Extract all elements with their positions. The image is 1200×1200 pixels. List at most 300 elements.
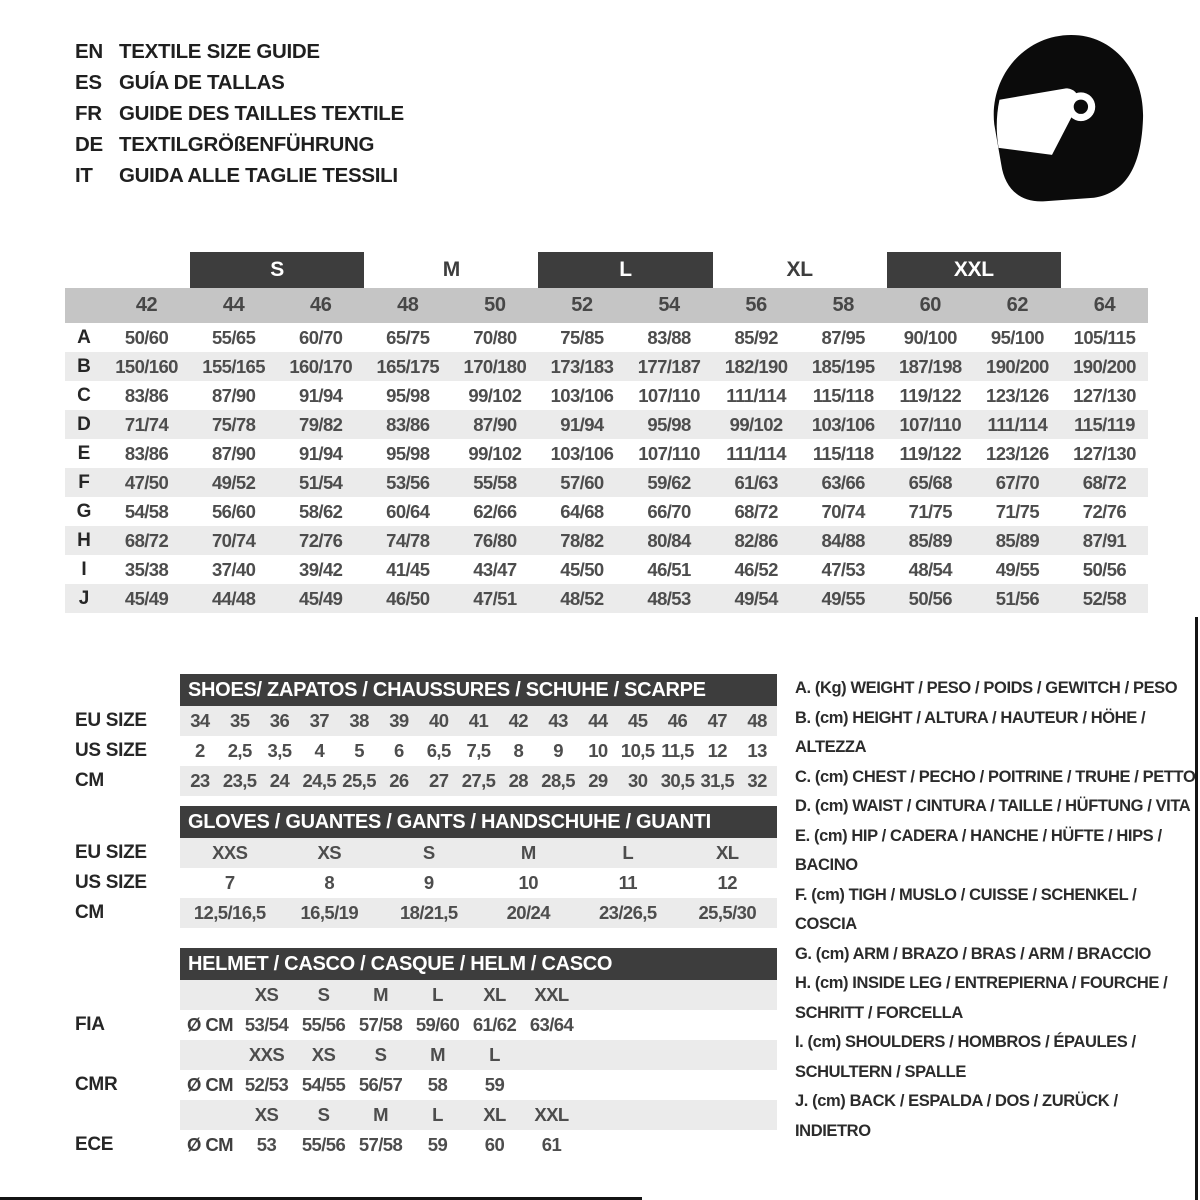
size-value-cell: 64/68 [560,500,604,522]
language-title: GUIDA ALLE TAGLIE TESSILI [119,163,398,187]
helmet-value-cell: 53 [256,1134,277,1155]
size-value-cell: 170/180 [463,355,527,377]
legend-item: G. (cm) ARM / BRAZO / BRAS / ARM / BRACCIO [795,944,1151,963]
measure-row [65,555,1148,584]
helmet-value-cell: 61 [541,1134,562,1155]
standard-label: FIA [75,1014,105,1035]
legend-item: F. (cm) TIGH / MUSLO / CUISSE / SCHENKEL / COSCIA [795,885,1137,933]
helmet-value-row [75,1010,777,1040]
value-cell: 44 [578,706,618,736]
value-cell: 37 [299,706,339,736]
size-value-cell: 48/52 [560,587,604,609]
size-number-cell: 62 [1006,294,1029,316]
row-header-label: EU SIZE [75,842,147,863]
racing-helmet-icon [975,28,1150,203]
helmet-size-cell: M [409,1040,466,1070]
value-cell: 10 [518,872,538,893]
sub-table-row [75,868,777,898]
value-cell: 6,5 [426,740,451,761]
size-value-cell: 87/90 [473,413,517,435]
size-value-cell: 150/160 [115,355,178,377]
size-value-cell: 49/55 [821,587,865,609]
size-value-cell: 87/95 [821,326,865,348]
legend-item: C. (cm) CHEST / PECHO / POITRINE / TRUHE / PETTO [795,767,1196,786]
size-number-cell: 50 [484,294,506,316]
size-value-cell: 165/175 [376,355,440,377]
size-value-cell: 76/80 [473,529,517,551]
row-header-label: CM [75,902,104,923]
standard-label-spacer [75,1100,180,1130]
sub-table-row [75,706,777,736]
size-value-cell: 53/56 [386,471,430,493]
size-value-cell: 84/88 [821,529,865,551]
value-cell: 12 [717,872,737,893]
standard-label: ECE [75,1134,114,1155]
size-value-cell: 107/110 [638,384,700,406]
size-value-cell: 43/47 [473,558,517,580]
value-cell: 5 [354,740,364,761]
size-value-cell: 70/80 [473,326,517,348]
size-value-cell: 99/102 [468,442,522,464]
helmet-size-cell: XS [238,980,295,1010]
value-cell: 6 [394,740,404,761]
size-number-cell: 44 [222,294,245,316]
language-row [75,129,404,160]
sub-table-row [75,898,777,928]
measurement-legend [795,674,1197,1146]
value-cell: 11 [618,872,637,893]
value-cell: 9 [423,872,434,893]
size-group-spacer [65,252,103,288]
sub-table-row [75,766,777,796]
size-value-cell: 41/45 [386,558,430,580]
helmet-value-cell [523,1070,580,1100]
helmet-value-cell: 61/62 [472,1014,517,1035]
size-value-cell: 119/122 [899,442,962,464]
size-value-cell: 71/75 [995,500,1040,522]
band-filler [580,1010,777,1040]
size-group-cell: L [538,252,712,288]
size-value-cell: 78/82 [560,529,604,551]
language-title: TEXTILE SIZE GUIDE [119,39,320,63]
helmet-size-cell: XS [295,1040,352,1070]
helmet-size-cell: S [295,1100,352,1130]
size-value-cell: 63/66 [821,471,865,493]
helmet-size-row [75,1100,777,1130]
measure-row [65,381,1148,410]
size-value-cell: 95/100 [990,326,1044,348]
size-value-cell: 65/75 [386,326,430,348]
size-value-cell: 91/94 [299,384,343,406]
size-value-cell: 127/130 [1073,384,1136,406]
row-label: H [77,529,91,551]
value-cell: 11,5 [661,740,694,761]
helmet-value-row [75,1070,777,1100]
numeric-size-spacer [65,288,103,323]
helmet-value-row [75,1130,777,1160]
size-value-cell: 80/84 [647,529,691,551]
helmet-value-cell: 52/53 [244,1074,289,1095]
size-value-cell: 44/48 [211,587,256,609]
sub-table-row [75,736,777,766]
value-cell: L [578,838,678,868]
size-value-cell: 105/115 [1073,326,1136,348]
language-code: ES [75,70,102,94]
helmet-size-cell: XS [238,1100,295,1130]
value-cell: 48 [737,706,777,736]
helmet-value-cell: 56/57 [358,1074,403,1095]
language-row [75,98,404,129]
size-value-cell: 70/74 [211,529,256,551]
size-value-cell: 83/86 [124,384,169,406]
unit-spacer [180,1040,238,1070]
helmet-value-cell: 54/55 [301,1074,346,1095]
size-value-cell: 103/106 [550,384,614,406]
value-cell: 30,5 [658,766,698,796]
legend-item: A. (Kg) WEIGHT / PESO / POIDS / GEWITCH / PESO [795,679,1178,697]
value-cell: 43 [538,706,578,736]
size-value-cell: 187/198 [898,355,962,377]
value-cell: 30 [618,766,658,796]
value-cell: 46 [658,706,698,736]
size-value-cell: 91/94 [299,442,343,464]
size-value-cell: 51/56 [995,587,1040,609]
right-edge-line [1195,617,1198,1200]
unit-spacer [180,980,238,1010]
language-list [75,36,404,191]
size-number-cell: 48 [397,294,419,316]
value-cell: 42 [498,706,538,736]
size-value-cell: 83/86 [124,442,169,464]
value-cell: 2,5 [227,740,252,761]
size-value-cell: 82/86 [734,529,778,551]
size-value-cell: 46/52 [734,558,778,580]
size-number-cell: 56 [745,294,767,316]
size-value-cell: 83/86 [386,413,430,435]
size-value-cell: 51/54 [299,471,343,493]
size-value-cell: 111/114 [987,413,1048,435]
value-cell: 29 [578,766,618,796]
legend-item: H. (cm) INSIDE LEG / ENTREPIERNA / FOURCHE / SCHRITT / FORCELLA [795,974,1168,1022]
size-group-cell: XL [786,258,813,281]
value-cell: 25,5/30 [678,898,778,928]
row-header-label: US SIZE [75,872,147,893]
language-title: GUIDE DES TAILLES TEXTILE [119,101,404,125]
value-cell: 32 [737,766,777,796]
value-cell: 20/24 [479,898,579,928]
numeric-size-row [65,288,1148,323]
size-group-cell: M [442,258,460,281]
helmet-size-cell: S [295,980,352,1010]
unit-label: Ø CM [187,1014,233,1035]
helmet-size-cell [523,1040,580,1070]
band-filler [580,980,777,1010]
row-label: B [77,355,91,377]
row-label: A [77,326,91,348]
value-cell: 23,5 [220,766,260,796]
value-cell: 27 [419,766,459,796]
value-cell: 18/21,5 [379,898,479,928]
size-value-cell: 70/74 [821,500,865,522]
helmet-value-cell: 59 [484,1074,505,1095]
language-row [75,36,404,67]
size-value-cell: 111/114 [726,384,786,406]
helmet-size-row [75,1040,777,1070]
size-value-cell: 50/56 [1082,558,1127,580]
value-cell: 26 [379,766,419,796]
value-cell: 24 [260,766,300,796]
language-code: DE [75,132,103,156]
helmet-size-cell: M [352,1100,409,1130]
helmet-size-cell: L [466,1040,523,1070]
size-value-cell: 177/187 [637,355,701,377]
size-value-cell: 58/62 [299,500,343,522]
size-value-cell: 115/119 [1074,413,1135,435]
size-value-cell: 103/106 [811,413,875,435]
value-cell: 25,5 [339,766,379,796]
helmet-size-cell: XXS [238,1040,295,1070]
size-value-cell: 48/53 [647,587,691,609]
size-value-cell: 115/118 [812,442,874,464]
size-value-cell: 46/50 [386,587,430,609]
size-value-cell: 87/91 [1082,529,1127,551]
size-value-cell: 50/60 [124,326,169,348]
size-value-cell: 190/200 [986,355,1049,377]
measure-row [65,439,1148,468]
helmet-size-cell: XL [466,980,523,1010]
size-value-cell: 90/100 [903,326,957,348]
size-value-cell: 45/49 [124,587,169,609]
size-value-cell: 155/165 [202,355,265,377]
band-filler [580,1040,777,1070]
helmet-table [75,948,777,1160]
size-value-cell: 48/54 [908,558,952,580]
size-value-cell: 103/106 [550,442,614,464]
size-value-cell: 46/51 [647,558,691,580]
size-value-cell: 95/98 [647,413,691,435]
size-number-cell: 54 [658,294,680,316]
value-cell: 23 [180,766,220,796]
standard-label: CMR [75,1074,118,1095]
value-cell: 12,5/16,5 [180,898,280,928]
sub-table-row [75,838,777,868]
size-value-cell: 45/49 [299,587,343,609]
row-label: C [77,384,91,406]
value-cell: 8 [513,740,524,761]
size-value-cell: 55/65 [211,326,256,348]
helmet-value-cell: 55/56 [301,1134,346,1155]
value-cell: 31,5 [697,766,737,796]
language-title: GUÍA DE TALLAS [119,70,285,94]
size-value-cell: 75/85 [560,326,604,348]
shoes-title-bar: SHOES/ ZAPATOS / CHAUSSURES / SCHUHE / SCARPE [180,674,777,706]
size-group-spacer [103,252,190,288]
row-label: G [76,500,92,522]
value-cell: 45 [618,706,658,736]
size-value-cell: 190/200 [1073,355,1136,377]
size-value-cell: 59/62 [647,471,691,493]
value-cell: 35 [220,706,260,736]
size-value-cell: 49/55 [995,558,1040,580]
size-value-cell: 111/114 [726,442,786,464]
size-number-cell: 42 [135,294,158,316]
size-value-cell: 72/76 [299,529,343,551]
helmet-value-cell: 59/60 [415,1014,460,1035]
size-value-cell: 62/66 [473,500,517,522]
value-cell: 10 [588,740,608,761]
value-cell: 4 [314,740,325,761]
measure-row [65,410,1148,439]
size-value-cell: 71/75 [908,500,952,522]
size-value-cell: 37/40 [211,558,256,580]
size-value-cell: 123/126 [986,442,1049,464]
value-cell: 2 [195,740,205,761]
value-cell: 10,5 [620,740,655,761]
value-cell: 12 [707,740,727,761]
value-cell: 23/26,5 [578,898,678,928]
legend-item: J. (cm) BACK / ESPALDA / DOS / ZURÜCK / INDIETRO [795,1092,1118,1140]
size-value-cell: 47/50 [124,471,169,493]
size-value-cell: 61/63 [734,471,778,493]
value-cell: 34 [180,706,220,736]
language-row [75,160,404,191]
size-value-cell: 65/68 [908,471,952,493]
language-row [75,67,404,98]
value-cell: 27,5 [459,766,499,796]
row-header-label: US SIZE [75,740,147,761]
size-value-cell: 91/94 [560,413,604,435]
row-header-label: CM [75,770,104,791]
size-value-cell: 56/60 [211,500,256,522]
value-cell: 3,5 [267,740,292,761]
size-value-cell: 71/74 [124,413,169,435]
language-code: IT [75,163,93,187]
size-value-cell: 123/126 [986,384,1049,406]
size-number-cell: 46 [309,294,332,316]
value-cell: 28,5 [538,766,578,796]
size-value-cell: 107/110 [899,413,962,435]
size-number-cell: 60 [919,294,942,316]
value-cell: 8 [324,872,335,893]
value-cell: 39 [379,706,419,736]
value-cell: 7 [224,872,235,893]
helmet-value-cell: 63/64 [529,1014,574,1035]
helmet-title-bar: HELMET / CASCO / CASQUE / HELM / CASCO [180,948,777,980]
value-cell: 38 [339,706,379,736]
measure-row [65,352,1148,381]
size-value-cell: 49/52 [211,471,256,493]
size-value-cell: 95/98 [386,442,430,464]
size-group-cell: S [190,252,364,288]
size-value-cell: 119/122 [899,384,962,406]
size-group-spacer [1061,252,1148,288]
size-value-cell: 74/78 [386,529,430,551]
value-cell: 40 [419,706,459,736]
size-value-cell: 115/118 [812,384,874,406]
measure-row [65,323,1148,352]
measure-row [65,584,1148,613]
helmet-size-cell: L [409,980,466,1010]
size-value-cell: 54/58 [124,500,169,522]
gloves-title-bar: GLOVES / GUANTES / GANTS / HANDSCHUHE / GUANTI [180,806,777,838]
size-number-cell: 64 [1093,294,1116,316]
helmet-size-cell: S [352,1040,409,1070]
size-number-cell: 58 [832,294,854,316]
size-value-cell: 87/90 [211,442,256,464]
helmet-size-cell: L [409,1100,466,1130]
measure-row [65,497,1148,526]
language-code: FR [75,101,102,125]
size-group-row [65,252,1148,288]
value-cell: 28 [498,766,538,796]
row-label: D [77,413,91,435]
band-filler [580,1070,777,1100]
size-value-cell: 68/72 [734,500,778,522]
size-value-cell: 68/72 [124,529,169,551]
size-value-cell: 107/110 [638,442,700,464]
value-cell: 36 [260,706,300,736]
size-value-cell: 75/78 [211,413,256,435]
helmet-value-cell: 55/56 [301,1014,346,1035]
value-cell: 16,5/19 [280,898,380,928]
size-value-cell: 50/56 [908,587,952,609]
size-value-cell: 95/98 [386,384,430,406]
size-value-cell: 85/89 [995,529,1040,551]
size-value-cell: 57/60 [560,471,604,493]
value-cell: XXS [180,838,280,868]
helmet-value-cell: 57/58 [358,1134,403,1155]
size-value-cell: 47/53 [821,558,865,580]
helmet-value-cell: 57/58 [358,1014,403,1035]
size-group-cell: XXL [887,252,1061,288]
size-value-cell: 67/70 [995,471,1040,493]
legend-item: D. (cm) WAIST / CINTURA / TAILLE / HÜFTUNG / VITA [795,797,1191,815]
measure-row [65,526,1148,555]
row-header-label: EU SIZE [75,710,147,731]
standard-label-spacer [75,980,180,1010]
size-value-cell: 87/90 [211,384,256,406]
value-cell: 47 [697,706,737,736]
helmet-size-row [75,980,777,1010]
unit-spacer [180,1100,238,1130]
language-title: TEXTILGRÖßENFÜHRUNG [119,132,375,156]
standard-label-spacer [75,1040,180,1070]
value-cell: S [379,838,479,868]
unit-label: Ø CM [187,1074,233,1095]
size-value-cell: 127/130 [1073,442,1136,464]
band-filler [580,1100,777,1130]
size-value-cell: 60/64 [386,500,430,522]
helmet-size-cell: M [352,980,409,1010]
size-value-cell: 79/82 [299,413,343,435]
size-value-cell: 66/70 [647,500,691,522]
band-filler [580,1130,777,1160]
size-value-cell: 85/92 [734,326,778,348]
size-value-cell: 83/88 [647,326,691,348]
value-cell: 7,5 [466,740,491,761]
value-cell: 41 [459,706,499,736]
measure-row [65,468,1148,497]
legend-item: B. (cm) HEIGHT / ALTURA / HAUTEUR / HÖHE / ALTEZZA [795,708,1146,756]
size-value-cell: 55/58 [473,471,517,493]
helmet-value-cell: 58 [427,1074,448,1095]
legend-item: I. (cm) SHOULDERS / HOMBROS / ÉPAULES / SCHULTERN / SPALLE [795,1033,1136,1081]
size-value-cell: 47/51 [473,587,517,609]
row-label: J [78,587,90,609]
size-number-cell: 52 [571,294,593,316]
size-value-cell: 173/183 [550,355,614,377]
size-value-cell: 68/72 [1082,471,1127,493]
